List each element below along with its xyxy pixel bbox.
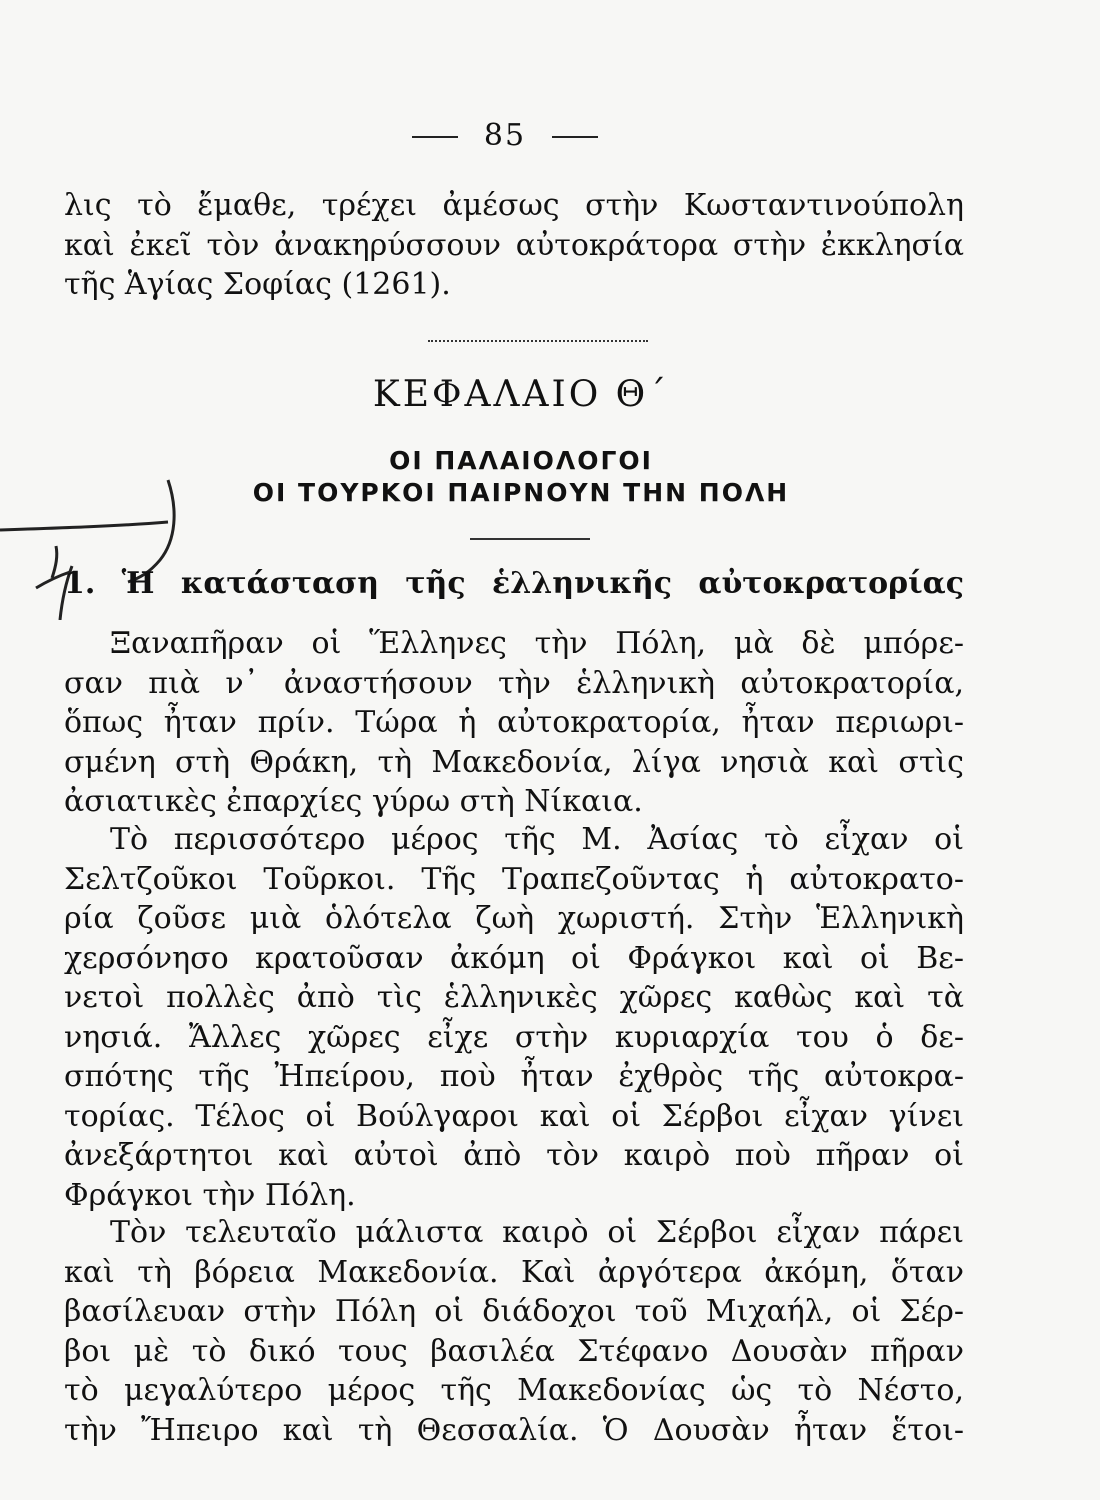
chapter-title: ΚΕΦΑΛΑΙΟ Θ΄ xyxy=(372,374,670,415)
page-number-value: 85 xyxy=(483,118,527,153)
paragraph-line: ὅπως ἦταν πρίν. Τώρα ἡ αὐτοκρατορία, ἦταν περιωρι- xyxy=(64,705,964,740)
paragraph-line: τὸ μεγαλύτερο μέρος τῆς Μακεδονίας ὡς τὸ Νέστο, xyxy=(64,1373,964,1408)
decorative-divider xyxy=(428,340,648,342)
paragraph-line: τῆς Ἁγίας Σοφίας (1261). xyxy=(64,267,451,302)
page-number xyxy=(0,118,1010,153)
paragraph-line: τὴν Ἤπειρο καὶ τὴ Θεσσαλία. Ὁ Δουσὰν ἦταν ἕτοι- xyxy=(64,1412,964,1448)
paragraph-line: Σελτζοῦκοι Τοῦρκοι. Τῆς Τραπεζοῦντας ἡ αὐτοκρατο- xyxy=(64,861,964,897)
paragraph-line: ἀσιατικὲς ἐπαρχίες γύρω στὴ Νίκαια. xyxy=(64,784,643,819)
paragraph-line: σμένη στὴ Θράκη, τὴ Μακεδονία, λίγα νησιὰ καὶ στὶς xyxy=(64,744,964,780)
paragraph-line: Φράγκοι τὴν Πόλη. xyxy=(64,1177,356,1213)
paragraph-2 xyxy=(64,820,964,1215)
paragraph-line: νησιά. Ἄλλες χῶρες εἶχε στὴν κυριαρχία του ὁ δε- xyxy=(64,1019,964,1055)
paragraph-line: ἀνεξάρτητοι καὶ αὐτοὶ ἀπὸ τὸν καιρὸ ποὺ πῆραν οἱ xyxy=(64,1138,964,1173)
paragraph-1 xyxy=(64,624,964,822)
paragraph-line: Τὸ περισσότερο μέρος τῆς Μ. Ἀσίας τὸ εἶχαν οἱ xyxy=(110,822,964,857)
paragraph-line: Ξαναπῆραν οἱ Ἕλληνες τὴν Πόλη, μὰ δὲ μπόρε- xyxy=(110,626,964,661)
paragraph-line: τορίας. Τέλος οἱ Βούλγαροι καὶ οἱ Σέρβοι εἶχαν γίνει xyxy=(64,1098,964,1134)
paragraph-line: σαν πιὰ ν᾿ ἀναστήσουν τὴν ἑλληνικὴ αὐτοκρατορία, xyxy=(64,665,964,701)
chapter-divider xyxy=(470,538,590,540)
page-number-dash-right xyxy=(552,136,598,138)
paragraph-3 xyxy=(64,1213,964,1450)
paragraph-line: λις τὸ ἔμαθε, τρέχει ἀμέσως στὴν Κωσταντινούπολη xyxy=(64,188,964,223)
paragraph-line: ρία ζοῦσε μιὰ ὁλότελα ζωὴ χωριστή. Στὴν Ἑλληνικὴ xyxy=(64,901,964,936)
paragraph-line: Τὸν τελευταῖο μάλιστα καιρὸ οἱ Σέρβοι εἶχαν πάρει xyxy=(110,1215,964,1250)
page-number-dash-left xyxy=(412,136,458,138)
paragraph-line: σπότης τῆς Ἠπείρου, ποὺ ἦταν ἐχθρὸς τῆς αὐτοκρα- xyxy=(64,1059,964,1094)
paragraph-line: νετοὶ πολλὲς ἀπὸ τὶς ἑλληνικὲς χῶρες καθὼς καὶ τὰ xyxy=(64,980,964,1015)
chapter-subtitle: ΟΙ ΠΑΛΑΙΟΛΟΓΟΙ xyxy=(389,446,653,475)
paragraph-line: καὶ ἐκεῖ τὸν ἀνακηρύσσουν αὐτοκράτορα στὴν ἐκκλησία xyxy=(64,227,964,263)
paragraph-line: βασίλευαν στὴν Πόλη οἱ διάδοχοι τοῦ Μιχαήλ, οἱ Σέρ- xyxy=(64,1294,964,1329)
paragraph-line: καὶ τὴ βόρεια Μακεδονία. Καὶ ἀργότερα ἀκόμη, ὅταν xyxy=(64,1254,964,1290)
section-heading: 1. Ἡ κατάσταση τῆς ἑλληνικῆς αὐτοκρατορίας xyxy=(64,566,964,601)
paragraph-line: βοι μὲ τὸ δικό τους βασιλέα Στέφανο Δουσὰν πῆραν xyxy=(64,1333,964,1369)
paragraph-line: χερσόνησο κρατοῦσαν ἀκόμη οἱ Φράγκοι καὶ οἱ Βε- xyxy=(64,940,964,976)
top-paragraph xyxy=(64,186,964,305)
chapter-subtitle: ΟΙ ΤΟΥΡΚΟΙ ΠΑΙΡΝΟΥΝ ΤΗΝ ΠΟΛΗ xyxy=(252,478,790,507)
